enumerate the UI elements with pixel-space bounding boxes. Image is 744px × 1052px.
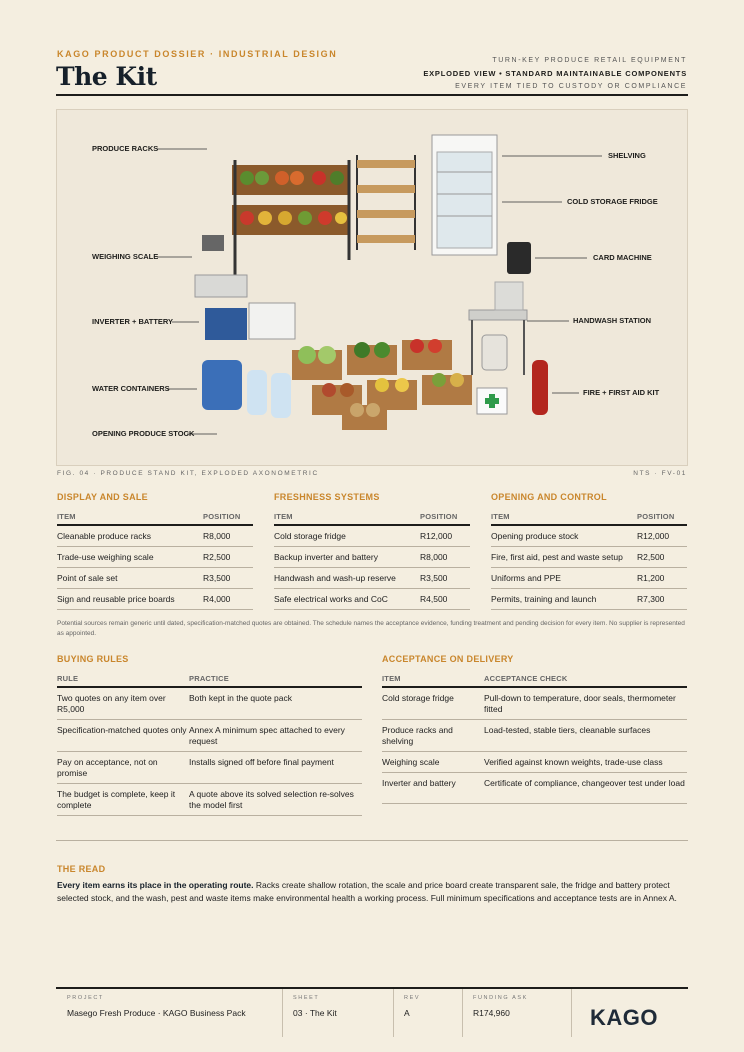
rules-table xyxy=(57,671,362,816)
figure-label-fire-first-aid: FIRE + FIRST AID KIT xyxy=(583,388,660,397)
section-heading: OPENING AND CONTROL xyxy=(491,492,607,502)
figure-label-handwash: HANDWASH STATION xyxy=(573,316,652,325)
inverter-drawing xyxy=(205,308,247,340)
footer-project: Masego Fresh Produce · KAGO Business Pack xyxy=(67,1008,246,1018)
table-row: Sign and reusable price boards R4,000 xyxy=(57,589,253,610)
fridge-drawing xyxy=(432,135,497,255)
figure-label-water-containers: WATER CONTAINERS xyxy=(92,384,170,393)
section-acceptance xyxy=(382,654,687,804)
water-barrel-drawing xyxy=(202,360,242,410)
section-display-and-sale xyxy=(57,492,253,610)
table-row: Weighing scale Verified against known weights, trade-use class xyxy=(382,752,687,773)
section-heading: BUYING RULES xyxy=(57,654,129,664)
table-row: Pay on acceptance, not on promise Installs signed off before final payment xyxy=(57,752,362,784)
cost-table xyxy=(491,509,687,610)
read-heading: THE READ xyxy=(57,864,106,874)
col-header: ITEM xyxy=(57,509,203,525)
section-heading: DISPLAY AND SALE xyxy=(57,492,148,502)
header-rule xyxy=(56,94,688,96)
figure-label-weighing-scale: WEIGHING SCALE xyxy=(92,252,159,261)
section-buying-rules xyxy=(57,654,362,816)
read-lead: Every item earns its place in the operating route. xyxy=(57,880,254,890)
footer-ask: R174,960 xyxy=(473,1008,510,1018)
page-title: The Kit xyxy=(56,62,157,91)
figure-label-produce-racks: PRODUCE RACKS xyxy=(92,144,159,153)
produce-crates-drawing xyxy=(292,339,472,430)
dossier-kicker: KAGO PRODUCT DOSSIER · INDUSTRIAL DESIGN xyxy=(57,49,338,59)
footer-divider xyxy=(282,989,283,1037)
col-header: ITEM xyxy=(382,671,484,687)
table-row: Cold storage fridge Pull-down to temperature, door seals, thermometer fitted xyxy=(382,687,687,720)
section-heading: FRESHNESS SYSTEMS xyxy=(274,492,380,502)
section-heading: ACCEPTANCE ON DELIVERY xyxy=(382,654,514,664)
table-row: Safe electrical works and CoC R4,500 xyxy=(274,589,470,610)
figure-label-opening-stock: OPENING PRODUCE STOCK xyxy=(92,429,195,438)
col-header: PRACTICE xyxy=(189,671,362,687)
footer-divider xyxy=(393,989,394,1037)
table-row: Inverter and battery Certificate of compliance, changeover test under load xyxy=(382,773,687,804)
table-row: Backup inverter and battery R8,000 xyxy=(274,547,470,568)
figure-label-inverter-battery: INVERTER + BATTERY xyxy=(92,317,174,326)
extinguisher-drawing xyxy=(532,360,548,415)
col-header: RULE xyxy=(57,671,189,687)
table-row: Cleanable produce racks R8,000 xyxy=(57,525,253,547)
water-bottle-drawing xyxy=(247,370,267,415)
read-body: Racks create shallow rotation, the scale and price board create transparent sale, the fridge and battery protect selected stock, and the wash, pest and waste items make environmental health a working process. Full minimum specifications and acceptance tests are in Annex A. xyxy=(57,880,677,903)
read-paragraph xyxy=(57,879,689,905)
table-row: Trade-use weighing scale R2,500 xyxy=(57,547,253,568)
scale-drawing xyxy=(195,235,247,297)
cost-table xyxy=(274,509,470,610)
footer-ask-label: FUNDING ASK xyxy=(473,995,528,1001)
table-row: Two quotes on any item over R5,000 Both kept in the quote pack xyxy=(57,687,362,720)
footer-divider xyxy=(462,989,463,1037)
header-line-2: EXPLODED VIEW • STANDARD MAINTAINABLE COMPONENTS xyxy=(423,69,687,78)
table-row: The budget is complete, keep it complete A quote above its solved selection re-solves the model first xyxy=(57,784,362,816)
header-line-1: TURN-KEY PRODUCE RETAIL EQUIPMENT xyxy=(492,57,687,64)
shelving-drawing xyxy=(357,155,415,250)
battery-drawing xyxy=(249,303,295,339)
table-row: Handwash and wash-up reserve R3,500 xyxy=(274,568,470,589)
exploded-kit-illustration xyxy=(56,109,688,466)
col-header: POSITION xyxy=(203,509,253,525)
footer-sheet-label: SHEET xyxy=(293,995,320,1001)
table-row: Fire, first aid, pest and waste setup R2,500 xyxy=(491,547,687,568)
col-header: ITEM xyxy=(491,509,637,525)
section-freshness-systems xyxy=(274,492,470,610)
table-row: Produce racks and shelving Load-tested, stable tiers, cleanable surfaces xyxy=(382,720,687,752)
footer-rule xyxy=(56,987,688,989)
water-bottle-drawing xyxy=(271,373,291,418)
cost-table xyxy=(57,509,253,610)
footer-divider xyxy=(571,989,572,1037)
sourcing-note: Potential sources remain generic until dated, specification-matched quotes are obtained. The schedule names the acceptance evidence, funding treatment and pending decision for every item. No supplier is represented as appointed. xyxy=(57,620,685,637)
produce-racks-drawing xyxy=(232,160,350,275)
table-row: Opening produce stock R12,000 xyxy=(491,525,687,547)
col-header: ACCEPTANCE CHECK xyxy=(484,671,687,687)
col-header: ITEM xyxy=(274,509,420,525)
card-machine-drawing xyxy=(507,242,531,274)
table-row: Cold storage fridge R12,000 xyxy=(274,525,470,547)
figure-label-card-machine: CARD MACHINE xyxy=(593,253,652,262)
section-opening-and-control xyxy=(491,492,687,610)
col-header: POSITION xyxy=(637,509,687,525)
kago-logo: KAGO xyxy=(590,1005,658,1030)
acceptance-table xyxy=(382,671,687,804)
table-row: Uniforms and PPE R1,200 xyxy=(491,568,687,589)
footer-sheet: 03 · The Kit xyxy=(293,1008,337,1018)
figure-reference: NTS · FV-01 xyxy=(633,470,687,477)
section-divider xyxy=(56,840,688,841)
col-header: POSITION xyxy=(420,509,470,525)
table-row: Point of sale set R3,500 xyxy=(57,568,253,589)
table-row: Permits, training and launch R7,300 xyxy=(491,589,687,610)
figure-label-fridge: COLD STORAGE FRIDGE xyxy=(567,197,658,206)
handwash-station-drawing xyxy=(469,282,527,375)
footer-rev-label: REV xyxy=(404,995,421,1001)
header-line-3: EVERY ITEM TIED TO CUSTODY OR COMPLIANCE xyxy=(455,83,687,90)
header-right-block xyxy=(423,54,687,93)
table-row: Specification-matched quotes only Annex A minimum spec attached to every request xyxy=(57,720,362,752)
footer-project-label: PROJECT xyxy=(67,995,104,1001)
figure-label-shelving: SHELVING xyxy=(608,151,646,160)
footer-rev: A xyxy=(404,1008,410,1018)
figure-caption: FIG. 04 · PRODUCE STAND KIT, EXPLODED AXONOMETRIC xyxy=(57,470,319,477)
